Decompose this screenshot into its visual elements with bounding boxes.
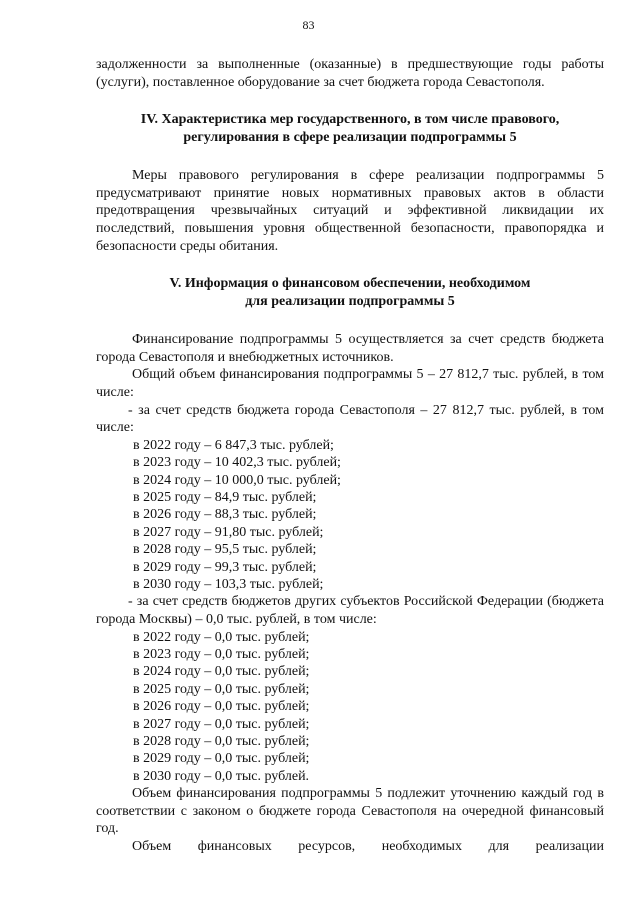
list-item: в 2022 году – 0,0 тыс. рублей; [133, 629, 310, 645]
moscow-budget-paragraph: - за счет средств бюджетов других субъектов Российской Федерации (бюджета города Москвы) – 0,0 тыс. рублей, в том числе: [96, 594, 604, 627]
section-4-heading [96, 111, 604, 147]
resources-paragraph: Объем финансовых ресурсов, необходимых для реализации [132, 839, 604, 854]
list-item: в 2027 году – 91,80 тыс. рублей; [133, 524, 324, 540]
city-budget-paragraph: - за счет средств бюджета города Севастополя – 27 812,7 тыс. рублей, в том числе: [96, 402, 604, 436]
list-item: в 2028 году – 0,0 тыс. рублей; [133, 734, 310, 749]
list-item: в 2030 году – 0,0 тыс. рублей. [133, 768, 310, 784]
list-item: в 2024 году – 0,0 тыс. рублей; [133, 664, 310, 680]
list-item: в 2023 году – 10 402,3 тыс. рублей; [133, 455, 341, 471]
city-budget-year-list [96, 437, 604, 594]
moscow-budget-year-list [96, 629, 604, 786]
section-4-title-line-2: регулирования в сфере реализации подпрограммы 5 [183, 130, 517, 146]
list-item: в 2029 году – 99,3 тыс. рублей; [133, 559, 317, 575]
list-item: в 2025 году – 84,9 тыс. рублей; [133, 489, 317, 505]
section-5-heading [96, 275, 604, 311]
list-item: в 2023 году – 0,0 тыс. рублей; [133, 646, 310, 662]
list-item: в 2028 году – 95,5 тыс. рублей; [133, 542, 317, 558]
section-5-title-line-2: для реализации подпрограммы 5 [245, 294, 455, 310]
intro-paragraph: задолженности за выполненные (оказанные) в предшествующие годы работы (услуги), поставленное оборудование за счет бюджета города Севастополя. [96, 57, 604, 90]
list-item: в 2026 году – 0,0 тыс. рублей; [133, 699, 310, 715]
list-item: в 2026 году – 88,3 тыс. рублей; [133, 507, 317, 523]
clarification-paragraph: Объем финансирования подпрограммы 5 подлежит уточнению каждый год в соответствии с законом о бюджете города Севастополя на очередной финансовый год. [96, 786, 604, 837]
section-5-title-line-1: V. Информация о финансовом обеспечении, необходимом [169, 276, 531, 292]
total-volume-paragraph: Общий объем финансирования подпрограммы 5 – 27 812,7 тыс. рублей, в том числе: [96, 367, 604, 400]
page-number: 83 [302, 18, 315, 32]
list-item: в 2030 году – 103,3 тыс. рублей; [133, 576, 324, 592]
list-item: в 2022 году – 6 847,3 тыс. рублей; [133, 437, 334, 453]
list-item: в 2027 году – 0,0 тыс. рублей; [133, 716, 310, 732]
list-item: в 2029 году – 0,0 тыс. рублей; [133, 751, 310, 767]
section-4-title-line-1: IV. Характеристика мер государственного, в том числе правового, [140, 112, 560, 128]
page-content [96, 0, 604, 856]
section-4-paragraph: Меры правового регулирования в сфере реализации подпрограммы 5 предусматривают принятие новых нормативных правовых актов в области предотвращения чрезвычайных ситуаций и эффективной ликвидации их последствий, повышения уровня общественной безопасности, правопорядка и безопасности среды обитания. [96, 168, 604, 254]
list-item: в 2024 году – 10 000,0 тыс. рублей; [133, 472, 341, 488]
financing-paragraph: Финансирование подпрограммы 5 осуществляется за счет средств бюджета города Севастополя и внебюджетных источников. [96, 332, 604, 365]
list-item: в 2025 году – 0,0 тыс. рублей; [133, 681, 310, 697]
